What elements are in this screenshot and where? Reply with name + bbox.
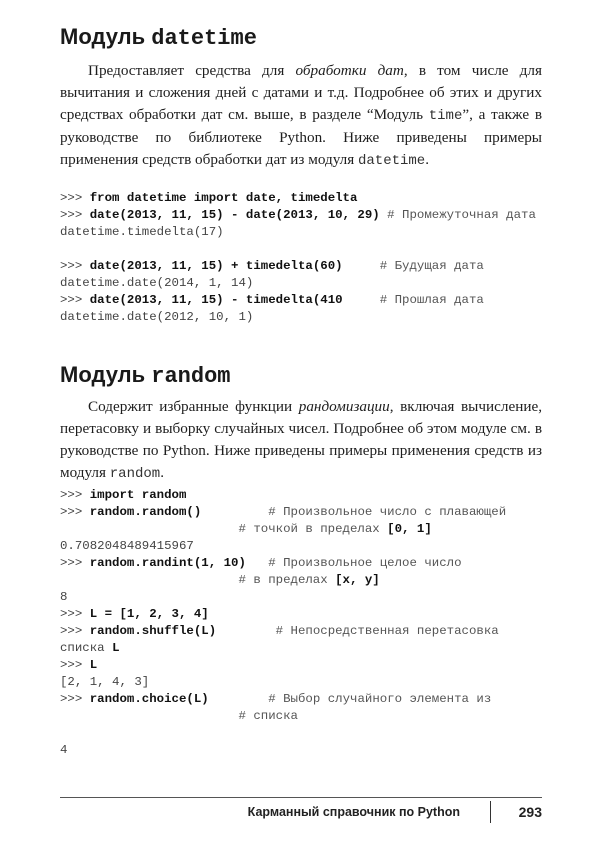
- para-text: .: [160, 464, 164, 481]
- para-text: .: [425, 151, 430, 168]
- code-prompt: >>>: [60, 259, 90, 273]
- code-comment: # Непосредственная перетасовка: [216, 624, 499, 638]
- section-heading-random: [60, 361, 231, 391]
- code-comment: # Промежуточная дата: [379, 208, 536, 222]
- code-comment: # в пределах: [60, 573, 336, 587]
- code-output: [2, 1, 4, 3]: [60, 675, 150, 689]
- code-line: [60, 623, 506, 640]
- code-line: [60, 258, 536, 275]
- code-comment: # Произвольное число с плавающей: [201, 505, 507, 519]
- code-comment: # Прошлая дата: [342, 293, 484, 307]
- code-line: [60, 708, 506, 725]
- code-block-random: [60, 487, 506, 759]
- code-statement: random.shuffle(L): [89, 624, 217, 638]
- code-prompt: >>>: [60, 191, 90, 205]
- code-emphasis: [0, 1]: [387, 522, 432, 536]
- code-prompt: >>>: [60, 692, 90, 706]
- code-line: [60, 538, 506, 555]
- heading-word: Модуль: [60, 362, 146, 387]
- code-statement: random.choice(L): [89, 692, 209, 706]
- code-line: [60, 309, 536, 326]
- code-output: списка: [60, 641, 113, 655]
- footer-separator: [490, 801, 491, 823]
- code-line: [60, 292, 536, 309]
- heading-word: Модуль: [60, 24, 146, 49]
- code-statement: date(2013, 11, 15) + timedelta(60): [89, 259, 343, 273]
- heading-module-name: random: [151, 364, 231, 389]
- code-comment: # Произвольное целое число: [245, 556, 462, 570]
- code-statement: date(2013, 11, 15) - date(2013, 10, 29): [89, 208, 380, 222]
- code-prompt: >>>: [60, 208, 90, 222]
- code-line: [60, 241, 536, 258]
- code-comment: # Выбор случайного элемента из: [208, 692, 492, 706]
- code-block-datetime: [60, 190, 536, 326]
- code-statement: random.random(): [89, 505, 202, 519]
- inline-code: datetime: [358, 153, 426, 169]
- code-line: [60, 606, 506, 623]
- code-prompt: >>>: [60, 505, 90, 519]
- code-line: [60, 742, 506, 759]
- code-output: 8: [60, 590, 68, 604]
- code-line: [60, 691, 506, 708]
- code-emphasis: [x, y]: [335, 573, 380, 587]
- code-line: [60, 275, 536, 292]
- code-prompt: >>>: [60, 488, 90, 502]
- code-line: [60, 487, 506, 504]
- heading-module-name: datetime: [151, 26, 257, 51]
- code-line: [60, 572, 506, 589]
- code-output: datetime.timedelta(17): [60, 225, 224, 239]
- datetime-description: [60, 60, 542, 172]
- code-line: [60, 521, 506, 538]
- code-output: datetime.date(2014, 1, 14): [60, 276, 254, 290]
- code-line: [60, 657, 506, 674]
- code-line: [60, 674, 506, 691]
- para-text: , включая вычисление, перетасовку и выборку случайных чисел. Подробнее об этом модуле см. в руководстве по Python. Ниже приведены примеры применения средств из модуля: [60, 398, 542, 481]
- code-statement: import random: [89, 488, 187, 502]
- code-line: [60, 640, 506, 657]
- code-line: [60, 207, 536, 224]
- code-line: [60, 589, 506, 606]
- code-output: 0.7082048489415967: [60, 539, 194, 553]
- inline-code: random: [109, 466, 161, 482]
- code-line: [60, 725, 506, 742]
- code-comment: # точкой в пределах: [60, 522, 388, 536]
- code-statement: L = [1, 2, 3, 4]: [89, 607, 209, 621]
- footer-book-title: Карманный справочник по Python: [247, 805, 460, 819]
- code-line: [60, 190, 536, 207]
- code-prompt: >>>: [60, 607, 90, 621]
- code-statement: L: [89, 658, 98, 672]
- random-description: [60, 396, 542, 485]
- section-heading-datetime: [60, 23, 257, 53]
- code-output: datetime.date(2012, 10, 1): [60, 310, 254, 324]
- code-prompt: >>>: [60, 293, 90, 307]
- para-text: Содержит избранные функции: [88, 398, 299, 415]
- footer-rule: [60, 797, 542, 798]
- inline-code: time: [428, 108, 463, 124]
- code-prompt: >>>: [60, 624, 90, 638]
- code-line: [60, 224, 536, 241]
- code-emphasis: L: [112, 641, 120, 655]
- para-emphasis: обработки дат: [295, 62, 404, 79]
- para-emphasis: рандомизации: [298, 398, 390, 415]
- para-text: ”, а также в руководстве по библиотеке Python. Ниже приведены примеры применения средств обработки дат из модуля: [60, 106, 542, 168]
- code-statement: date(2013, 11, 15) - timedelta(410: [89, 293, 343, 307]
- page-number: 293: [518, 804, 542, 820]
- code-prompt: >>>: [60, 658, 90, 672]
- para-text: Предоставляет средства для: [88, 62, 296, 79]
- code-prompt: >>>: [60, 556, 90, 570]
- code-comment: # Будущая дата: [342, 259, 484, 273]
- code-comment: # списка: [60, 709, 298, 723]
- code-line: [60, 555, 506, 572]
- code-output: 4: [60, 743, 68, 757]
- code-statement: from datetime import date, timedelta: [89, 191, 358, 205]
- para-text: , в том числе для вычитания и сложения дней с датами и т.д. Подробнее об этих и других средствах обработки дат см. выше, в разделе “Модуль: [60, 62, 542, 123]
- code-statement: random.randint(1, 10): [89, 556, 246, 570]
- code-line: [60, 504, 506, 521]
